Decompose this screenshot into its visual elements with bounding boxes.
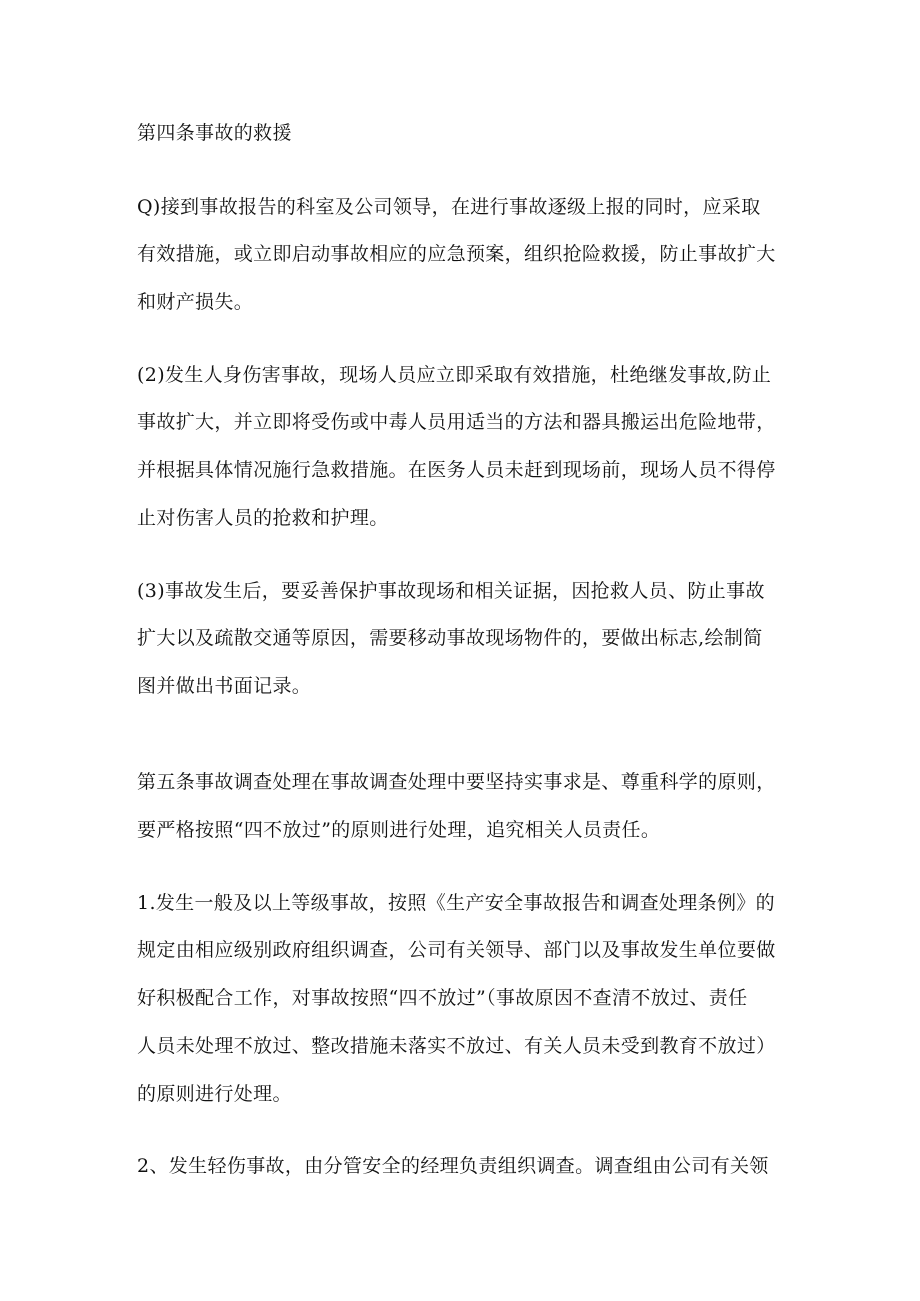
paragraph-5-line-3: 好积极配合工作，对事故按照“四不放过”（事故原因不查清不放过、责任 xyxy=(137,987,748,1009)
paragraph-2-line-3: 并根据具体情况施行急救措施。在医务人员未赶到现场前，现场人员不得停 xyxy=(137,459,776,481)
paragraph-5-line-5: 的原则进行处理。 xyxy=(137,1083,292,1105)
paragraph-1-line-1: Q)接到事故报告的科室及公司领导，在进行事故逐级上报的同时，应采取 xyxy=(137,196,761,218)
paragraph-2-line-2: 事故扩大，并立即将受伤或中毒人员用适当的方法和器具搬运出危险地带， xyxy=(137,411,776,433)
paragraph-6-line-1: 2、发生轻伤事故，由分管安全的经理负责组织调查。调查组由公司有关领 xyxy=(137,1155,769,1177)
paragraph-3-line-2: 扩大以及疏散交通等原因，需要移动事故现场物件的，要做出标志,绘制简 xyxy=(137,627,763,649)
paragraph-3-line-3: 图并做出书面记录。 xyxy=(137,675,312,697)
paragraph-3-line-1: (3)事故发生后，要妥善保护事故现场和相关证据，因抢救人员、防止事故 xyxy=(137,580,765,602)
paragraph-1-line-2: 有效措施，或立即启动事故相应的应急预案，组织抢险救援，防止事故扩大 xyxy=(137,243,776,265)
paragraph-5-line-4: 人员未处理不放过、整改措施未落实不放过、有关人员未受到教育不放过） xyxy=(137,1035,776,1057)
paragraph-4-line-2: 要严格按照“四不放过”的原则进行处理，追究相关人员责任。 xyxy=(137,819,661,841)
paragraph-1-line-3: 和财产损失。 xyxy=(137,291,254,313)
section-heading-investigation: 第五条事故调查处理在事故调查处理中要坚持实事求是、尊重科学的原则， xyxy=(137,771,776,793)
paragraph-5-line-2: 规定由相应级别政府组织调查，公司有关领导、部门以及事故发生单位要做 xyxy=(137,939,776,961)
section-heading-rescue: 第四条事故的救援 xyxy=(137,122,292,144)
paragraph-2-line-1: (2)发生人身伤害事故，现场人员应立即采取有效措施，杜绝继发事故,防止 xyxy=(137,364,772,386)
paragraph-2-line-4: 止对伤害人员的抢救和护理。 xyxy=(137,507,389,529)
paragraph-5-line-1: 1.发生一般及以上等级事故，按照《生产安全事故报告和调查处理条例》的 xyxy=(137,892,776,914)
